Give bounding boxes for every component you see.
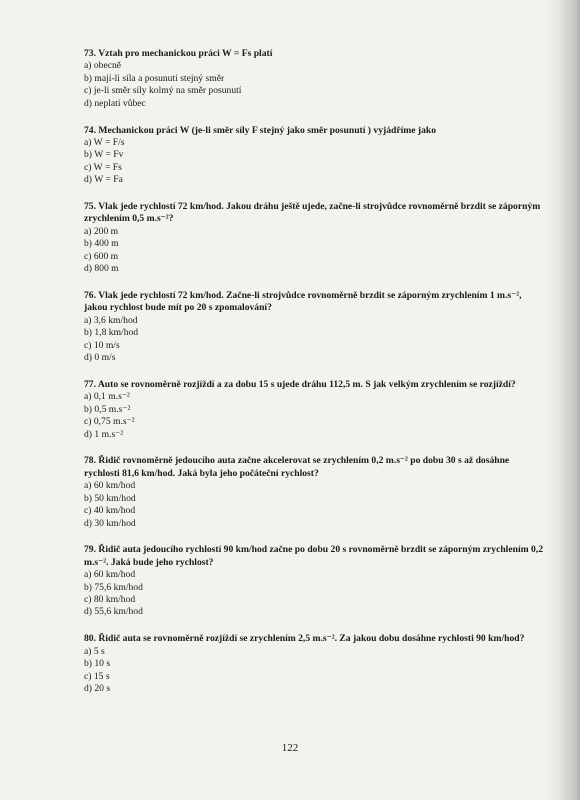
question-4 [84,290,544,364]
question-stem: 75. Vlak jede rychlostí 72 km/hod. Jakou dráhu ještě ujede, začne-li strojvůdce rovnoměrně brzdit se záporným zrychlením 0,5 m.s⁻²? [84,201,541,225]
answer-option: a) 0,1 m.s⁻² [84,391,130,403]
answer-option: c) 80 km/hod [84,594,136,606]
answer-option: c) 0,75 m.s⁻² [84,416,135,428]
question-stem: 74. Mechanickou práci W (je-li směr síly F stejný jako směr posunutí ) vyjádříme jako [84,124,437,136]
answer-option: a) W = F/s [84,136,125,148]
answer-option: d) neplatí vůbec [84,97,146,109]
answer-option: b) 50 km/hod [84,492,136,504]
question-stem: 73. Vztah pro mechanickou práci W = Fs platí [84,48,273,59]
answer-option: d) 0 m/s [84,352,116,364]
answer-option: b) 75,6 km/hod [84,581,143,593]
page-number: 122 [281,742,299,754]
answer-option: d) 1 m.s⁻² [84,428,124,440]
question-stem: 77. Auto se rovnoměrně rozjíždí a za dobu 15 s ujede dráhu 112,5 m. S jak velkým zrychlením se rozjíždí? [84,378,516,390]
question-7 [84,544,544,618]
answer-option: d) 20 s [84,682,111,694]
answer-option: b) 10 s [84,658,111,670]
answer-option: a) 3,6 km/hod [84,314,138,326]
answer-option: d) W = Fa [84,174,123,186]
question-stem: 80. Řidič auta se rovnoměrně rozjíždí se zrychlením 2,5 m.s⁻². Za jakou dobu dosáhne rychlosti 90 km/hod? [84,633,525,645]
answer-option: b) 400 m [84,238,119,250]
answer-option: a) 60 km/hod [84,569,136,581]
question-2 [84,125,544,187]
question-8 [84,633,544,695]
question-stem: 76. Vlak jede rychlostí 72 km/hod. Začne-li strojvůdce rovnoměrně brzdit se záporným zrychlením 1 m.s⁻², jakou rychlost bude mít po 20 s zpomalování? [84,290,522,314]
question-6 [84,455,544,529]
answer-option: b) 0,5 m.s⁻² [84,403,131,415]
answer-option: d) 30 km/hod [84,517,136,529]
answer-option: b) W = Fv [84,149,124,161]
question-1 [84,48,544,110]
question-stem: 79. Řidič auta jedoucího rychlostí 90 km/hod začne po dobu 20 s rovnoměrně brzdit se záporným zrychlením 0,2 m.s⁻². Jaká bude jeho rychlost? [84,544,543,568]
question-5 [84,379,544,441]
answer-option: d) 800 m [84,263,119,275]
answer-option: c) 15 s [84,670,110,682]
answer-option: b) mají-li síla a posunutí stejný směr [84,72,225,84]
answer-option: d) 55,6 km/hod [84,606,143,618]
answer-option: a) 60 km/hod [84,480,136,492]
answer-option: c) W = Fs [84,161,122,173]
page-binding-shadow [546,0,580,800]
answer-option: a) obecně [84,60,122,72]
question-list [84,48,544,710]
answer-option: c) 40 km/hod [84,505,136,517]
answer-option: a) 200 m [84,225,119,237]
question-3 [84,201,544,275]
question-stem: 78. Řidič rovnoměrně jedoucího auta začne akcelerovat se zrychlením 0,2 m.s⁻² po dobu 30 s až dosáhne rychlosti 81,6 km/hod. Jaká byla jeho počáteční rychlost? [84,455,510,479]
answer-option: c) 10 m/s [84,339,120,351]
answer-option: c) 600 m [84,250,119,262]
answer-option: c) je-li směr síly kolmý na směr posunutí [84,85,242,97]
answer-option: b) 1,8 km/hod [84,327,139,339]
answer-option: a) 5 s [84,645,105,657]
